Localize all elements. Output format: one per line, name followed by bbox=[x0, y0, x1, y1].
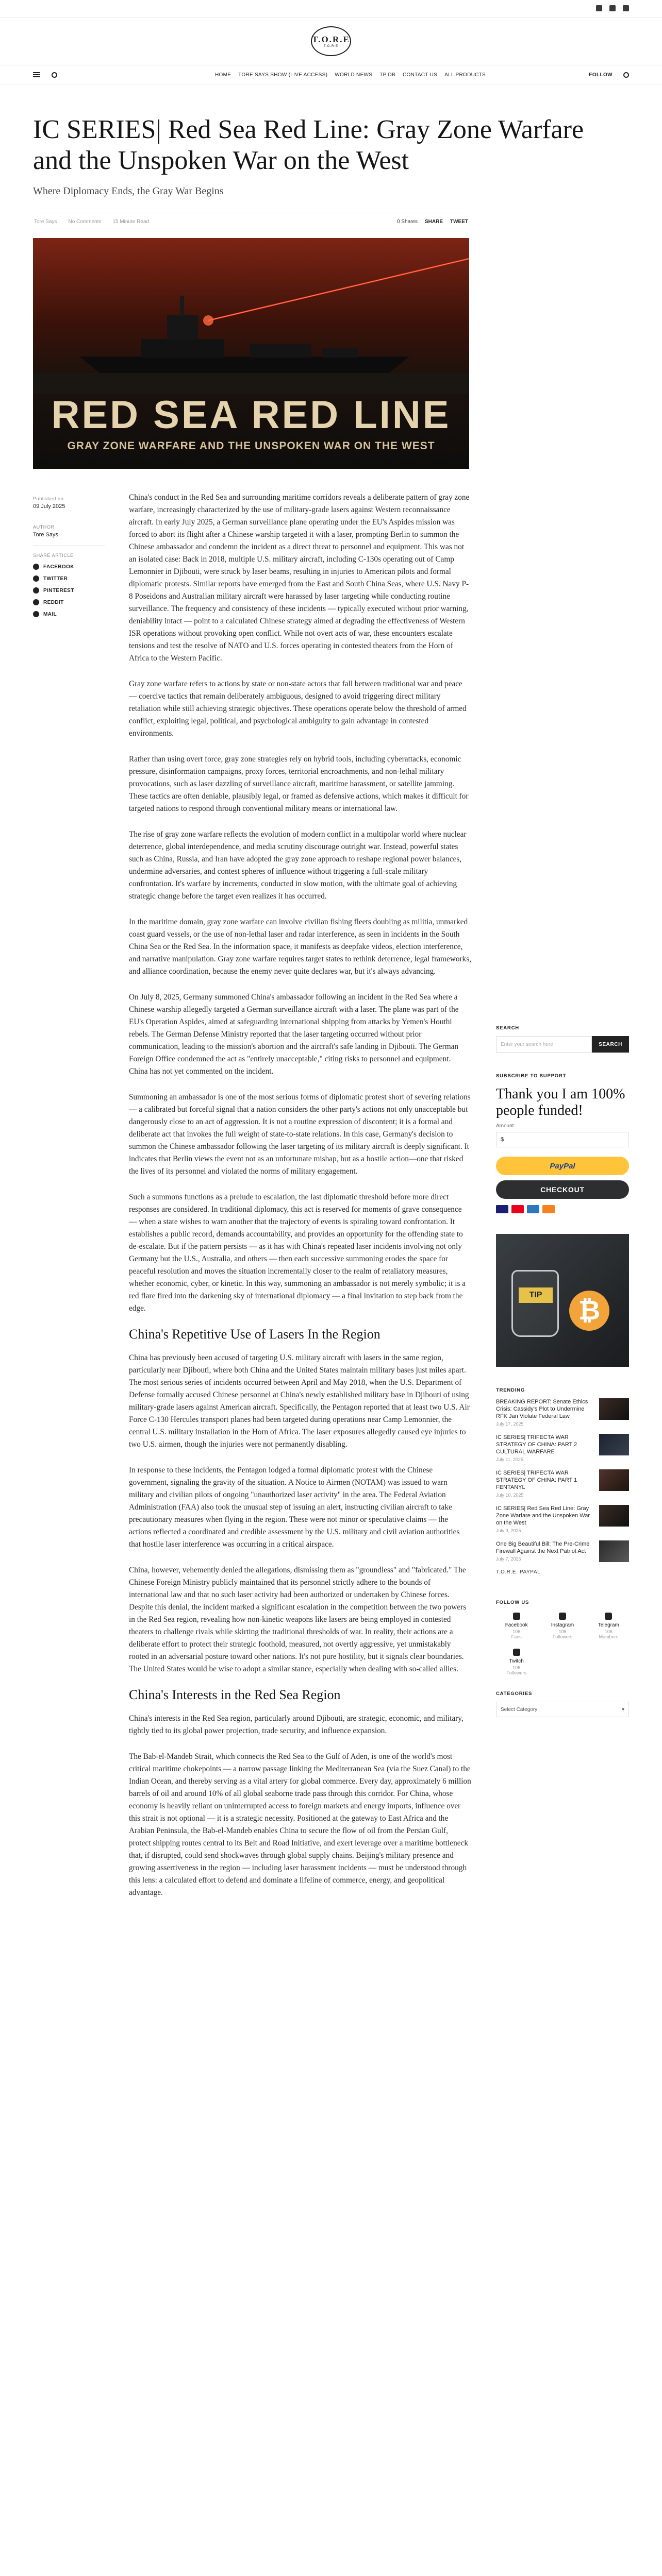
article-subtitle: Where Diplomacy Ends, the Gray War Begins bbox=[33, 185, 224, 197]
facebook-icon bbox=[513, 1613, 520, 1620]
nav-links bbox=[215, 72, 486, 78]
social-count: 106 bbox=[558, 1629, 567, 1634]
social-unit: Fans bbox=[511, 1634, 522, 1639]
currency-symbol: $ bbox=[501, 1137, 504, 1143]
mastercard-icon bbox=[511, 1205, 524, 1213]
visa-icon bbox=[496, 1205, 508, 1213]
search-input[interactable]: Enter your search here bbox=[496, 1036, 592, 1053]
author-label: AUTHOR bbox=[33, 524, 55, 530]
trending-item-date: July 7, 2025 bbox=[496, 1556, 521, 1562]
twitch-icon bbox=[513, 1649, 520, 1656]
author-block bbox=[33, 524, 105, 546]
article-body bbox=[129, 492, 471, 1912]
social-unit: Members bbox=[599, 1634, 619, 1639]
site-logo[interactable] bbox=[311, 26, 351, 56]
trending-item-title[interactable]: IC SERIES| TRIFECTA WAR STRATEGY OF CHINA: PART 2 CULTURAL WARFARE bbox=[496, 1434, 577, 1455]
meta-comments[interactable]: No Comments bbox=[68, 218, 102, 225]
twitter-icon bbox=[33, 575, 39, 582]
checkout-button[interactable]: CHECKOUT bbox=[496, 1180, 629, 1199]
social-twitch[interactable] bbox=[496, 1649, 537, 1675]
share-pinterest-label: PINTEREST bbox=[43, 587, 74, 594]
tore-paypal-label[interactable]: T.O.R.E. PAYPAL bbox=[496, 1569, 541, 1575]
share-button[interactable]: SHARE bbox=[424, 218, 443, 225]
tip-label: TIP bbox=[519, 1287, 553, 1303]
share-mail[interactable] bbox=[33, 611, 105, 617]
follow-title: FOLLOW US bbox=[496, 1600, 529, 1605]
paragraph: Summoning an ambassador is one of the most serious forms of diplomatic protest short of severing relations — a calibrated but forceful signal that a nation considers the other party's actions not only unacceptable but dangerously close to an act of aggression. It is not a routine expression of discontent; it is a formal and deliberate act that invokes the full weight of state-to-state relations. In this case, Germany's decision to summon the Chinese ambassador following the laser targeting of its military aircraft is deeply significant. It indicates that Berlin views the event not as an unfortunate mishap, but as a hostile action—one that risked the lives of its personnel and violated the norms of military engagement. bbox=[129, 1093, 471, 1176]
article-header bbox=[0, 84, 662, 230]
share-facebook[interactable] bbox=[33, 564, 105, 570]
paragraph: The Bab-el-Mandeb Strait, which connects the Red Sea to the Gulf of Aden, is one of the world's most critical maritime chokepoints — a narrow passage linking the Mediterranean Sea (via the Suez Canal) to the Indian Ocean, and thereby serving as a vital artery for global commerce. Every day, approximately 6 million barrels of oil and around 10% of all global seaborne trade pass through this corridor. For China, whose economy is heavily reliant on uninterrupted access to foreign markets and energy imports, influence over this strait is not optional — it is a strategic necessity. Positioned at the gateway to East Africa and the Arabian Peninsula, the Bab-el-Mandeb enables China to secure the flow of oil from the Persian Gulf, protect shipping routes central to its Belt and Road Initiative, and exert leverage over a maritime bottleneck that, if disrupted, could send shockwaves through global supply chains. Beijing's military presence and growing assertiveness in the region — including laser harassment incidents — must be understood through this lens: a calculated effort to defend and dominate a lifeline of commerce, energy, and geopolitical advantage. bbox=[129, 1752, 471, 1897]
share-article-block bbox=[33, 553, 105, 617]
facebook-icon[interactable] bbox=[596, 5, 602, 11]
search-button[interactable]: SEARCH bbox=[592, 1036, 629, 1053]
trending-item-date: July 11, 2025 bbox=[496, 1457, 523, 1462]
paragraph: Rather than using overt force, gray zone strategies rely on hybrid tools, including cyberattacks, economic pressure, disinformation campaigns, proxy forces, territorial encroachments, and non-lethal military provocations, such as laser dazzling of surveillance aircraft, maritime harassment, or satellite jamming. These tactics are often deniable, plausibly legal, or framed as defensive actions, which makes it difficult for targeted nations to respond through conventional military means or international law. bbox=[129, 755, 469, 813]
discover-icon bbox=[542, 1205, 555, 1213]
hero-title: RED SEA RED LINE bbox=[51, 393, 451, 437]
trending-thumbnail[interactable] bbox=[599, 1469, 629, 1491]
meta-author[interactable]: Tore Says bbox=[34, 218, 57, 225]
social-unit: Followers bbox=[552, 1634, 573, 1639]
sidebar bbox=[496, 1025, 629, 1717]
amount-label: Amount bbox=[496, 1123, 514, 1129]
subscribe-widget bbox=[496, 1073, 629, 1213]
social-unit: Followers bbox=[506, 1670, 526, 1675]
social-count: 106 bbox=[604, 1629, 613, 1634]
social-instagram[interactable] bbox=[542, 1613, 583, 1639]
main-navigation bbox=[0, 65, 662, 84]
paypal-button[interactable]: PayPal bbox=[496, 1157, 629, 1175]
social-telegram[interactable] bbox=[588, 1613, 629, 1639]
reddit-icon bbox=[33, 599, 39, 605]
logo-text: T.O.R.E bbox=[312, 35, 350, 44]
follow-dropdown[interactable]: FOLLOW bbox=[589, 72, 613, 78]
paragraph: In response to these incidents, the Pentagon lodged a formal diplomatic protest with the Chinese government, signaling the gravity of the situation. A Notice to Airmen (NOTAM) was issued to warn military and civilian pilots of ongoing "unauthorized laser activity" in the area. The Federal Aviation Administration (FAA) also took the unusual step of issuing an alert, instructing civilian aircraft to take precautionary measures when flying in the region. These were not minor or speculative claims — the actions reflected a coordinated and credible assessment by the U.S. military and civil aviation authorities that hostile laser interference was occurring in a critical airspace. bbox=[129, 1466, 460, 1549]
chevron-down-icon: ▾ bbox=[621, 1706, 624, 1713]
subscribe-title: SUBSCRIBE TO SUPPORT bbox=[496, 1073, 567, 1079]
social-count: 106 bbox=[512, 1629, 521, 1634]
share-buttons bbox=[397, 219, 468, 225]
trending-item[interactable] bbox=[496, 1540, 629, 1562]
trending-item-title[interactable]: One Big Beautiful Bill: The Pre-Crime Firewall Against the Next Patriot Act bbox=[496, 1541, 590, 1554]
share-pinterest[interactable] bbox=[33, 587, 105, 594]
trending-item-title[interactable]: IC SERIES| Red Sea Red Line: Gray Zone Warfare and the Unspoken War on the West bbox=[496, 1505, 590, 1526]
social-name: Facebook bbox=[505, 1622, 528, 1628]
published-label: Published on bbox=[33, 496, 64, 501]
search-title: SEARCH bbox=[496, 1025, 519, 1031]
nav-home[interactable]: HOME bbox=[214, 72, 231, 78]
nav-all-products[interactable]: ALL PRODUCTS bbox=[444, 72, 486, 78]
paragraph: The rise of gray zone warfare reflects the evolution of modern conflict in a multipolar world where nuclear deterrence, global interdependence, and media scrutiny discourage outright war. Instead, powerful states such as China, Russia, and Iran have adopted the gray zone approach to reshape regional power balances, undermine adversaries, and contest spheres of influence without triggering a full-scale military confrontation. It's warfare by increments, conducted in slow motion, with the ultimate goal of achieving strategic change before the target even realizes it has occurred. bbox=[129, 830, 467, 901]
instagram-icon bbox=[559, 1613, 566, 1620]
article-title: IC SERIES| Red Sea Red Line: Gray Zone Warfare and the Unspoken War on the West bbox=[33, 115, 584, 175]
trending-item[interactable] bbox=[496, 1434, 629, 1462]
trending-thumbnail[interactable] bbox=[599, 1398, 629, 1420]
trending-item-date: July 17, 2025 bbox=[496, 1421, 524, 1427]
paragraph: In the maritime domain, gray zone warfare can involve civilian fishing fleets doubling as militia, unmarked coast guard vessels, or the use of non-lethal laser and radar interference, as seen in incidents in the South China Sea or the Red Sea. In the information space, it manifests as deepfake videos, election interference, and narrative manipulation. Gray zone warfare requires target states to rethink deterrence, legal frameworks, and alliance coordination, because the enemy never quite declares war, but it's always advancing. bbox=[129, 918, 471, 976]
search-icon[interactable] bbox=[52, 72, 57, 78]
mail-icon bbox=[33, 611, 39, 617]
paragraph: China's interests in the Red Sea region, particularly around Djibouti, are strategic, economic, and military, tightly tied to its global power projection, trade security, and influence expansion. bbox=[129, 1714, 464, 1735]
search-icon[interactable] bbox=[623, 72, 629, 78]
paragraph: China, however, vehemently denied the allegations, dismissing them as "groundless" and "fabricated." The Chinese Foreign Ministry publicly maintained that its personnel strictly adhere to the bounds of international law and that no such laser activity had been authorized or undertaken by Chinese forces. Despite this denial, the incident marked a significant escalation in the competition between the two powers in the Red Sea region, revealing how non-kinetic weapons like lasers are being employed in contested theaters to challenge rivals while skirting the traditional thresholds of war. In reality, their actions are a deliberate effort to protect their strategic foothold, measured, not overtly aggressive, yet unmistakably rooted in an adversarial posture toward other nations. It's not pure hostility, but it signals clear boundaries. The United States would be wise to adopt a similar stance, especially when dealing with so-called allies. bbox=[129, 1566, 467, 1673]
categories-widget bbox=[496, 1691, 629, 1717]
share-reddit[interactable] bbox=[33, 599, 105, 605]
nav-tore-says-show[interactable]: TORE SAYS SHOW (LIVE ACCESS) bbox=[238, 72, 328, 78]
paragraph: On July 8, 2025, Germany summoned China's ambassador following an incident in the Red Sea where a Chinese warship allegedly targeted a German surveillance aircraft with a laser. The plane was part of the EU's Operation Aspides, aimed at safeguarding international shipping from attacks by Yemen's Houthi rebels. The German Defense Ministry reported that the laser targeting occurred without prior communication, leading to the mission's abortion and the aircraft's safe landing in Djibouti. The German Foreign Office condemned the act as "entirely unacceptable," citing risks to personnel and equipment. China has not yet commented on the incident. bbox=[129, 993, 459, 1076]
categories-select-label: Select Category bbox=[501, 1706, 538, 1713]
share-twitter[interactable] bbox=[33, 575, 105, 582]
trending-item[interactable] bbox=[496, 1398, 629, 1427]
trending-item[interactable] bbox=[496, 1505, 629, 1533]
sidebar-search bbox=[496, 1036, 629, 1053]
instagram-icon[interactable] bbox=[623, 5, 629, 11]
facebook-icon bbox=[33, 564, 39, 570]
social-name: Twitch bbox=[509, 1658, 524, 1664]
meta-read-time: 15 Minute Read bbox=[112, 218, 149, 225]
nav-contact-us[interactable]: CONTACT US bbox=[403, 72, 438, 78]
hero-image bbox=[33, 238, 469, 469]
logo-subtext: T.O.R.E bbox=[323, 45, 338, 48]
social-count: 106 bbox=[512, 1665, 521, 1670]
pinterest-icon bbox=[33, 587, 39, 594]
section-heading: China's Repetitive Use of Lasers In the Region bbox=[129, 1327, 380, 1342]
trending-item-date: July 10, 2025 bbox=[496, 1493, 524, 1498]
categories-title: CATEGORIES bbox=[496, 1691, 533, 1697]
trending-item[interactable] bbox=[496, 1469, 629, 1498]
follow-us-widget bbox=[496, 1600, 629, 1675]
share-mail-label: MAIL bbox=[43, 611, 57, 617]
bitcoin-icon: ₿ bbox=[569, 1291, 609, 1331]
share-twitter-label: TWITTER bbox=[43, 575, 68, 582]
paragraph: China has previously been accused of targeting U.S. military aircraft with lasers in the same region, particularly near Djibouti, where both China and the United States maintain military bases just miles apart. The most serious series of incidents occurred between April and May 2018, when the U.S. Department of Defense formally accused Chinese personnel at China's newly established military base in Djibouti of using military-grade lasers against American aircraft. Specifically, the Pentagon reported that at least two U.S. Air Force C-130 Hercules transport planes had been targeted during operations near Camp Lemonnier, the central U.S. military installation in the Horn of Africa. The laser exposures allegedly caused eye injuries to two U.S. airmen, though the injuries were not permanently disabling. bbox=[129, 1353, 470, 1449]
amex-icon bbox=[527, 1205, 539, 1213]
telegram-icon bbox=[605, 1613, 612, 1620]
social-name: Telegram bbox=[598, 1622, 619, 1628]
trending-widget bbox=[496, 1387, 629, 1575]
share-reddit-label: REDDIT bbox=[43, 599, 64, 605]
share-facebook-label: FACEBOOK bbox=[43, 564, 74, 570]
social-facebook[interactable] bbox=[496, 1613, 537, 1639]
trending-item-title[interactable]: IC SERIES| TRIFECTA WAR STRATEGY OF CHINA: PART 1 FENTANYL bbox=[496, 1470, 577, 1490]
social-name: Instagram bbox=[551, 1622, 574, 1628]
share-count: 0 Shares bbox=[396, 218, 418, 225]
article-meta-bar bbox=[33, 213, 469, 230]
trending-title: TRENDING bbox=[496, 1387, 525, 1393]
top-social-icons bbox=[596, 5, 629, 11]
paragraph: China's conduct in the Red Sea and surrounding maritime corridors reveals a deliberate pattern of gray zone warfare, increasingly characterized by the use of military-grade lasers against Western reconnaissance aircraft. In early July 2025, a German surveillance plane operating under the EU's Aspides mission was forced to abort its flight after a Chinese warship targeted it with a laser, prompting Berlin to summon the Chinese ambassador and condemn the incident as a direct threat to personnel and equipment. This was not an isolated case: Back in 2018, multiple U.S. military aircraft, including C-130s operating out of Camp Lemonnier in Djibouti, were struck by laser beams, resulting in injuries to American pilots and formal diplomatic protests. Similar reports have emerged from the East and South China Seas, where U.S. Navy P-8 Poseidons and Australian military aircraft were harassed by laser targeting while conducting routine surveillance. The frequency and consistency of these incidents — typically executed without prior warning, deniability intact — point to a calculated Chinese strategy aimed at degrading the effectiveness of Western ISR operations without provoking open conflict. While not overt acts of war, these encounters escalate tensions and test the resolve of NATO and U.S. forces operating in contested theaters from the Horn of Africa to the Western Pacific. bbox=[129, 493, 470, 663]
trending-thumbnail[interactable] bbox=[599, 1434, 629, 1455]
trending-item-date: July 9, 2025 bbox=[496, 1528, 521, 1533]
categories-select[interactable] bbox=[496, 1702, 629, 1717]
nav-tp-db[interactable]: TP DB bbox=[379, 72, 396, 78]
author-name[interactable]: Tore Says bbox=[33, 532, 58, 538]
trending-item-title[interactable]: BREAKING REPORT: Senate Ethics Crisis: Cassidy's Plot to Undermine RFK Jan Violate Federal Law bbox=[496, 1399, 588, 1419]
trending-thumbnail[interactable] bbox=[599, 1505, 629, 1527]
tweet-button[interactable]: TWEET bbox=[450, 218, 468, 225]
section-heading: China's Interests in the Red Sea Region bbox=[129, 1687, 341, 1702]
logo-area bbox=[0, 18, 662, 65]
published-block bbox=[33, 496, 105, 517]
hero-subtitle: GRAY ZONE WARFARE AND THE UNSPOKEN WAR ON THE WEST bbox=[67, 440, 435, 452]
paragraph: Gray zone warfare refers to actions by state or non-state actors that fall between traditional war and peace — coercive tactics that remain deliberately ambiguous, designed to avoid triggering direct military retaliation while still achieving strategic objectives. These operations operate below the threshold of armed conflict, exploiting legal, political, and psychological ambiguity to gain advantage in contested environments. bbox=[129, 680, 467, 738]
tip-jar-icon bbox=[511, 1270, 559, 1337]
amount-input[interactable] bbox=[496, 1132, 629, 1147]
payment-cards bbox=[496, 1205, 629, 1213]
share-article-label: SHARE ARTICLE bbox=[33, 553, 74, 558]
article-side-meta bbox=[33, 496, 105, 617]
social-grid bbox=[496, 1613, 629, 1675]
tip-jar-ad[interactable] bbox=[496, 1234, 629, 1367]
twitter-icon[interactable] bbox=[609, 5, 616, 11]
thanks-heading: Thank you I am 100% people funded! bbox=[496, 1086, 625, 1118]
paragraph: Such a summons functions as a prelude to escalation, the last diplomatic threshold before more direct responses are considered. In traditional diplomacy, this act is reserved for moments of grave consequence — when a state wishes to warn another that the trajectory of events is spiraling toward confrontation. It establishes a public record, demands accountability, and provides an opportunity for the offending state to de-escalate. But if the pattern persists — as it has with China's repeated laser incidents involving not only Germany but the U.S., Australia, and others — then each successive summoning erodes the space for peaceful resolution and moves the situation incrementally closer to the realm of retaliatory measures, whether economic, cyber, or kinetic. In this way, summoning an ambassador is not merely symbolic; it is a red flare fired into the darkening sky of international diplomacy — a final invitation to step back from the edge. bbox=[129, 1193, 466, 1313]
nav-world-news[interactable]: WORLD NEWS bbox=[335, 72, 373, 78]
hamburger-menu-icon[interactable] bbox=[33, 72, 40, 77]
top-bar bbox=[0, 0, 662, 18]
published-date: 09 July 2025 bbox=[33, 503, 65, 510]
trending-thumbnail[interactable] bbox=[599, 1540, 629, 1562]
